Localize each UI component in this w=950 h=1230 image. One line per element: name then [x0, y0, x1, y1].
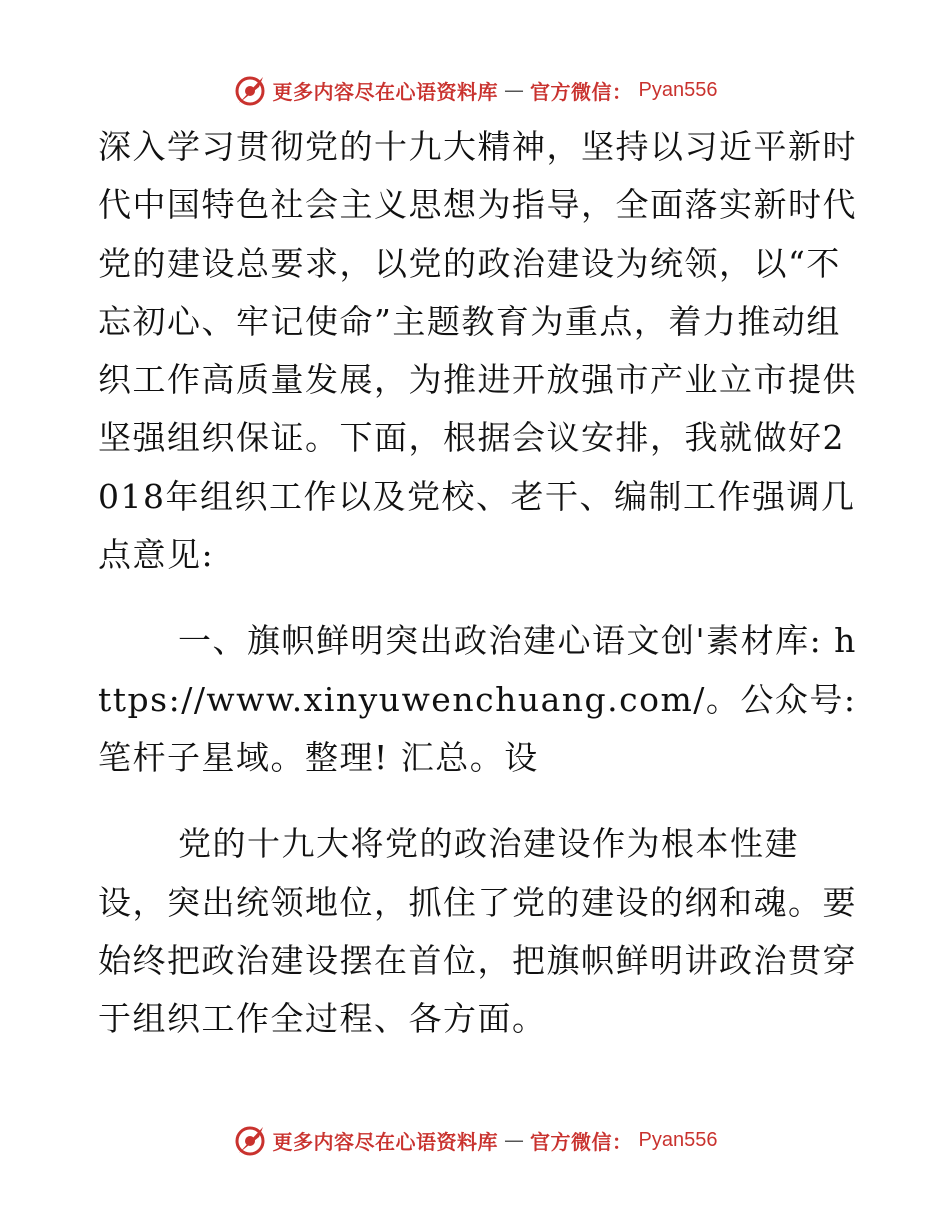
- watermark-text: 更多内容尽在心语资料库: [272, 1129, 499, 1154]
- watermark-separator: —: [504, 1128, 525, 1152]
- document-body: [98, 118, 858, 1048]
- watermark-label: 官方微信：: [530, 1129, 633, 1154]
- paragraph-intro: 深入学习贯彻党的十九大精神，坚持以习近平新时代中国特色社会主义思想为指导，全面落实新时代党的建设总要求，以党的政治建设为统领，以“不忘初心、牢记使命”主题教育为重点，着力推动组织工作高质量发展，为推进开放强市产业立市提供坚强组织保证。下面，根据会议安排，我就做好2018年组织工作以及党校、老干、编制工作强调几点意见:: [98, 127, 857, 575]
- quill-logo-icon: [233, 1123, 267, 1157]
- paragraph-body: 党的十九大将党的政治建设作为根本性建设，突出统领地位，抓住了党的建设的纲和魂。要始终把政治建设摆在首位，把旗帜鲜明讲政治贯穿于组织工作全过程、各方面。: [98, 824, 857, 1039]
- watermark-label: 官方微信：: [530, 79, 633, 104]
- paragraph-section-heading: 一、旗帜鲜明突出政治建心语文创'素材库: https://www.xinyuwenchuang.com/。公众号: 笔杆子星域。整理! 汇总。设: [98, 621, 857, 777]
- watermark-separator: —: [504, 78, 525, 102]
- footer-watermark: [0, 1120, 950, 1160]
- watermark-account: Pyan556: [638, 78, 718, 101]
- quill-logo-icon: [233, 73, 267, 107]
- watermark-text: 更多内容尽在心语资料库: [272, 79, 499, 104]
- header-watermark: [0, 70, 950, 110]
- watermark-account: Pyan556: [638, 1128, 718, 1151]
